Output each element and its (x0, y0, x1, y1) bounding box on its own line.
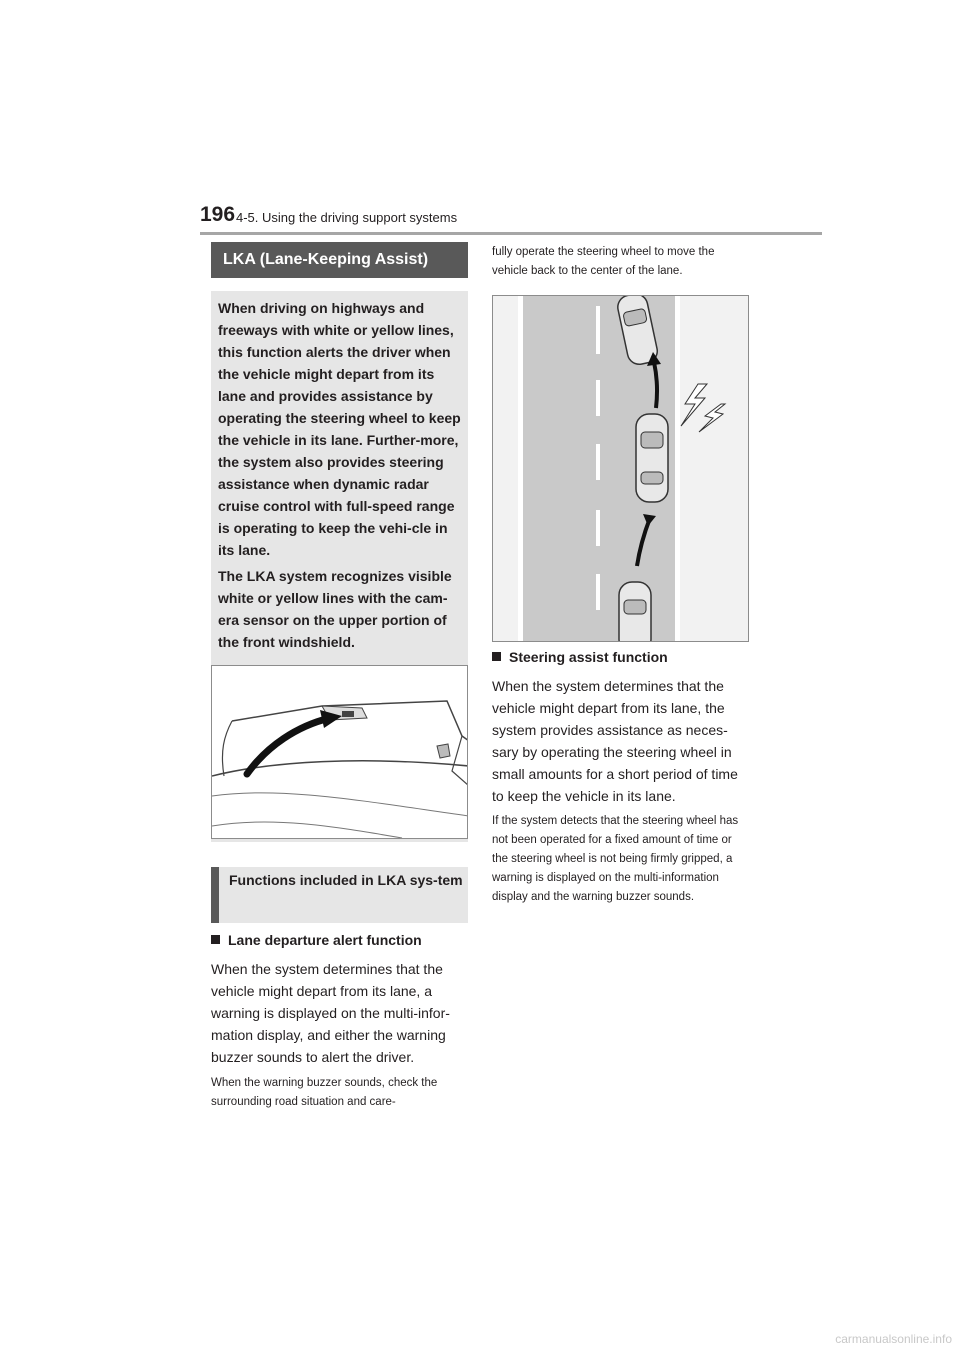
windshield-camera-drawing (212, 666, 468, 839)
lane-departure-heading (211, 932, 422, 948)
square-bullet-icon (211, 935, 220, 944)
lane-departure-note-continued: fully operate the steering wheel to move the vehicle back to the center of the lane. (492, 246, 715, 277)
page-number: 196 (200, 203, 236, 226)
lane-departure-body: When the system determines that the vehicle might depart from its lane, a warning is displayed on the multi-infor-mation display, and either the warning buzzer sounds to alert the driver. (211, 961, 450, 1065)
lane-departure-heading-text: Lane departure alert function (228, 932, 422, 948)
square-bullet-icon (492, 652, 501, 661)
steering-assist-note: If the system detects that the steering wheel has not been operated for a fixed amount of time or the steering wheel is not being firmly gripped, a warning is displayed on the multi-information display and the warning buzzer sounds. (492, 815, 739, 903)
windshield-camera-illustration (211, 665, 468, 839)
intro-paragraph-2: The LKA system recognizes visible white or yellow lines with the cam-era sensor on the upper portion of the front windshield. (218, 568, 452, 650)
watermark: carmanualsonline.info (835, 1332, 952, 1346)
steering-assist-heading (492, 649, 668, 665)
intro-paragraph-1: When driving on highways and freeways with white or yellow lines, this function alerts the driver when the vehicle might depart from its lane and provides assistance by operating the steering wheel to keep the vehicle in its lane. Further-more, the system also provides steering assistance when dynamic radar cruise control with full-speed range is operating to keep the vehi-cle in its lane. (218, 300, 461, 558)
lane-departure-drawing (493, 296, 749, 642)
functions-heading: Functions included in LKA sys-tem (211, 867, 468, 923)
steering-assist-body: When the system determines that the vehicle might depart from its lane, the system provides assistance as neces-sary by operating the steering wheel in small amounts for a short period of time to keep the vehicle in its lane. (492, 678, 738, 804)
header-rule (200, 232, 822, 235)
lane-departure-note: When the warning buzzer sounds, check the surrounding road situation and care- (211, 1077, 438, 1108)
lka-title: LKA (Lane-Keeping Assist) (211, 242, 468, 278)
lane-departure-illustration (492, 295, 749, 642)
steering-assist-heading-text: Steering assist function (509, 649, 668, 665)
section-header: 4-5. Using the driving support systems (236, 210, 458, 225)
